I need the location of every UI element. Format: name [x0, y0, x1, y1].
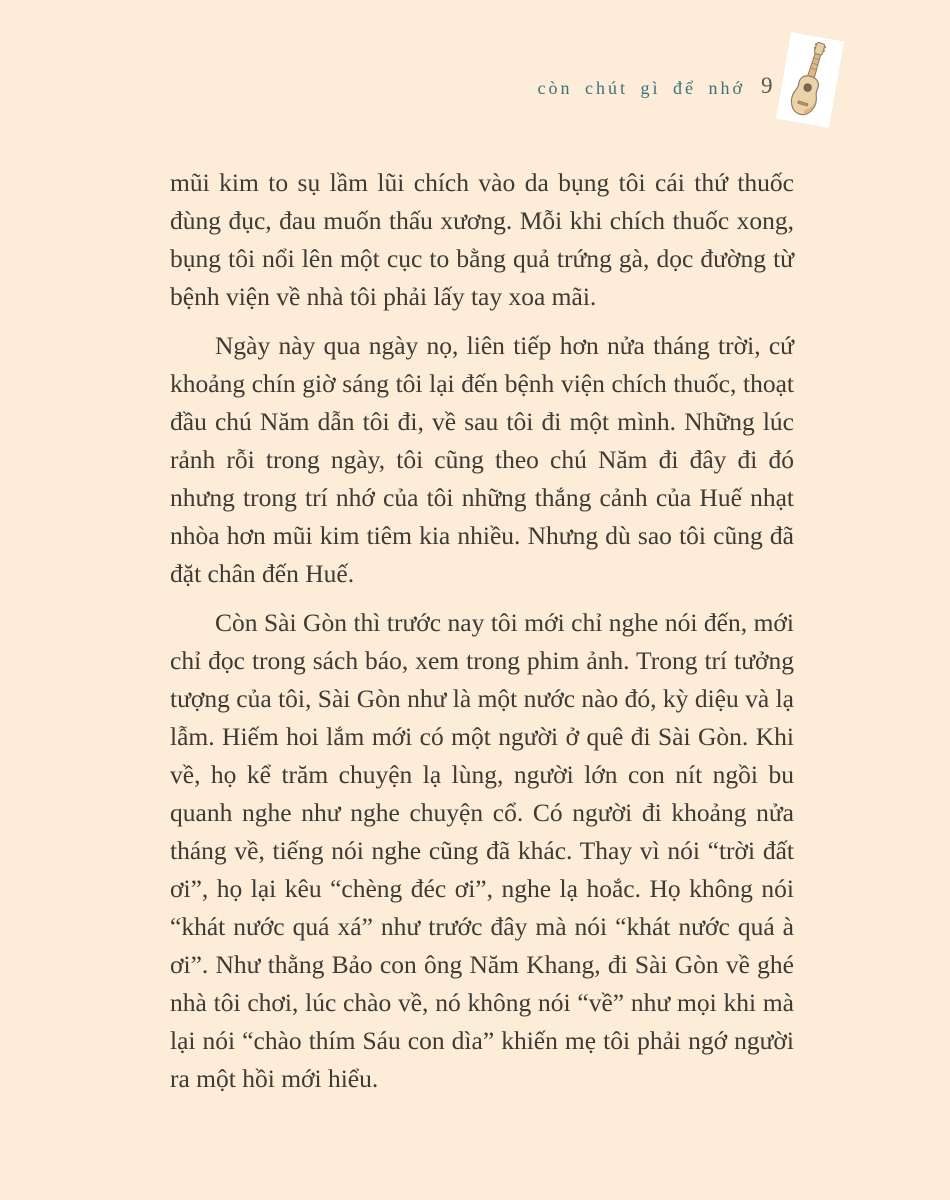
guitar-illustration [776, 32, 844, 128]
paragraph-1: mũi kim to sụ lầm lũi chích vào da bụng tôi cái thứ thuốc đùng đục, đau muốn thấu xương. Mỗi khi chích thuốc xong, bụng tôi nổi lên một cục to bằng quả trứng gà, dọc đường từ bệnh viện về nhà tôi phải lấy tay xoa mãi. [170, 168, 794, 311]
paragraph-2: Ngày này qua ngày nọ, liên tiếp hơn nửa tháng trời, cứ khoảng chín giờ sáng tôi lại đến bệnh viện chích thuốc, thoạt đầu chú Năm dẫn tôi đi, về sau tôi đi một mình. Những lúc rảnh rỗi trong ngày, tôi cũng theo chú Năm đi đây đi đó nhưng trong trí nhớ của tôi những thắng cảnh của Huế nhạt nhòa hơn mũi kim tiêm kia nhiều. Nhưng dù sao tôi cũng đã đặt chân đến Huế. [170, 331, 794, 588]
guitar-icon [779, 36, 841, 124]
page-number: 9 [761, 73, 773, 98]
text-block [170, 164, 794, 1098]
running-title: còn chút gì để nhớ [537, 78, 745, 98]
paragraph-3: Còn Sài Gòn thì trước nay tôi mới chỉ nghe nói đến, mới chỉ đọc trong sách báo, xem trong phim ảnh. Trong trí tưởng tượng của tôi, Sài Gòn như là một nước nào đó, kỳ diệu và lạ lẫm. Hiếm hoi lắm mới có một người ở quê đi Sài Gòn. Khi về, họ kể trăm chuyện lạ lùng, người lớn con nít ngồi bu quanh nghe như nghe chuyện cổ. Có người đi khoảng nửa tháng về, tiếng nói nghe cũng đã khác. Thay vì nói “trời đất ơi”, họ lại kêu “chèng đéc ơi”, nghe lạ hoắc. Họ không nói “khát nước quá xá” như trước đây mà nói “khát nước quá à ơi”. Như thằng Bảo con ông Năm Khang, đi Sài Gòn về ghé nhà tôi chơi, lúc chào về, nó không nói “về” như mọi khi mà lại nói “chào thím Sáu con dìa” khiến mẹ tôi phải ngớ người ra một hồi mới hiểu. [170, 608, 794, 1093]
